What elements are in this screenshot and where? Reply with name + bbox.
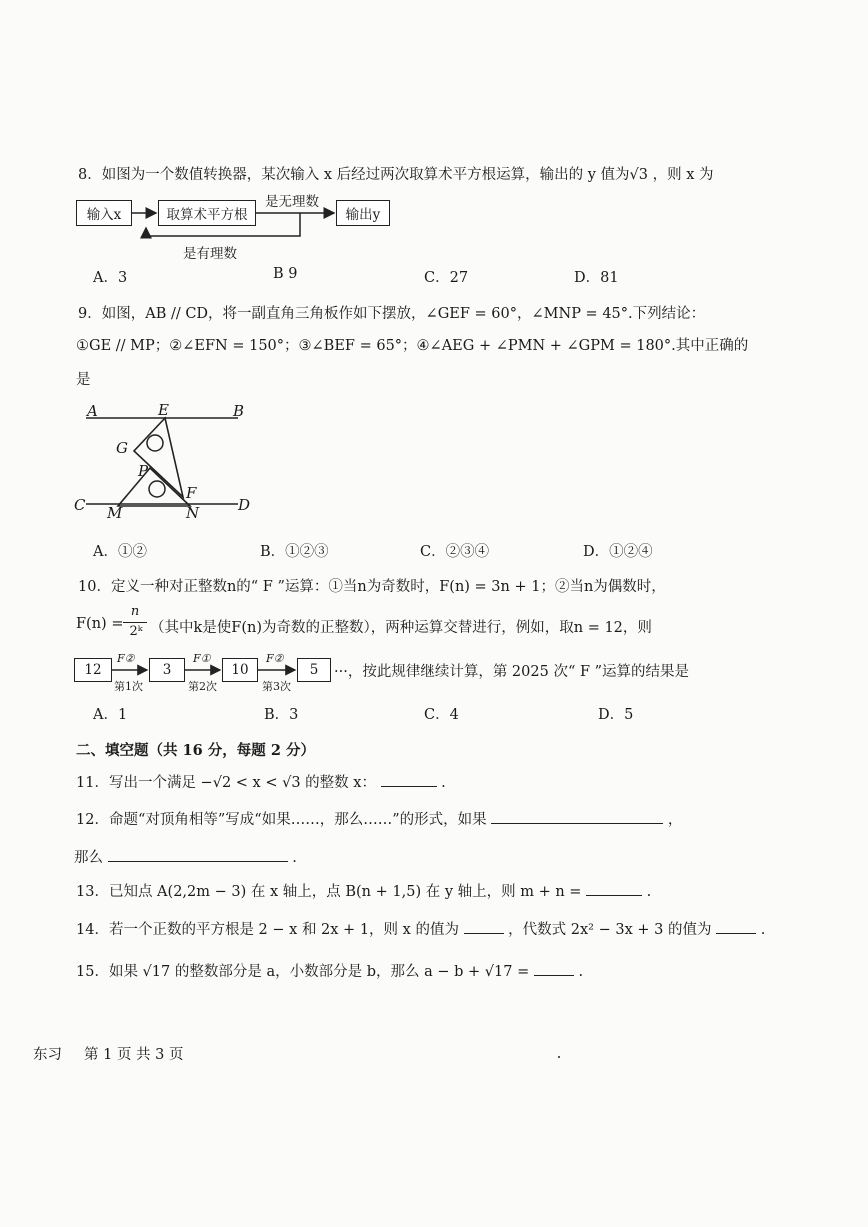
q12-then-blank[interactable]: [108, 847, 288, 862]
flow-process-box: 取算术平方根: [158, 200, 256, 226]
q8-option-a[interactable]: A．3: [93, 270, 128, 286]
q14: [76, 918, 765, 939]
label-m: M: [107, 504, 123, 522]
q10-frac-den: 2ᵏ: [129, 624, 143, 639]
section-2-heading: 二、填空题（共 16 分，每题 2 分）: [76, 742, 315, 759]
q11-answer-blank[interactable]: [381, 772, 437, 787]
q10-line2-rest: （其中k是使F(n)为奇数的正整数），两种运算交替进行，例如，取n = 12，则: [150, 620, 652, 636]
q15: [76, 960, 583, 981]
q12-text: 12．命题“对顶角相等”写成“如果……，那么……”的形式，如果: [76, 812, 487, 828]
q14-x-blank[interactable]: [464, 919, 504, 934]
q9-conditions: ①GE // MP；②∠EFN = 150°；③∠BEF = 65°；④∠AEG + ∠PMN + ∠GPM = 180°.其中正确的: [76, 338, 749, 354]
q8-option-c[interactable]: C．27: [424, 270, 469, 286]
q12-period: .: [292, 850, 297, 866]
label-d: D: [238, 496, 251, 514]
q10-frac-num: n: [130, 604, 140, 619]
label-p: P: [138, 462, 149, 480]
q8-option-b[interactable]: B 9: [273, 266, 298, 282]
chain-box-3: 10: [222, 658, 258, 682]
q13-text: 13．已知点 A(2,2m − 3) 在 x 轴上，点 B(n + 1,5) 在 y 轴上，则 m + n =: [76, 884, 582, 900]
label-e: E: [158, 401, 169, 419]
q8-option-d[interactable]: D．81: [574, 270, 619, 286]
speck: [558, 1056, 560, 1058]
q10-option-d[interactable]: D．5: [598, 707, 634, 723]
q10-option-a[interactable]: A．1: [93, 707, 128, 723]
q14-expr-blank[interactable]: [716, 919, 756, 934]
q9-tail: 是: [76, 372, 91, 388]
flow-yes-rational-label: 是有理数: [183, 246, 237, 262]
flow-output-box: 输出y: [336, 200, 390, 226]
chain-op-2: F①: [193, 652, 211, 665]
q13-answer-blank[interactable]: [586, 881, 642, 896]
q9-option-a[interactable]: A．①②: [93, 544, 147, 560]
q11-text: 11．写出一个满足 −√2 < x < √3 的整数 x：: [76, 775, 376, 791]
q10-option-b[interactable]: B．3: [264, 707, 299, 723]
chain-step-1: 第1次: [114, 680, 143, 693]
q8-stem: 8．如图为一个数值转换器，某次输入 x 后经过两次取算术平方根运算，输出的 y 值为√3 ，则 x 为: [78, 167, 714, 183]
q12-then-label: 那么: [74, 850, 103, 866]
q12-if-blank[interactable]: [491, 809, 663, 824]
footer-left: 东习: [33, 1047, 62, 1063]
label-f: F: [186, 484, 197, 502]
label-b: B: [233, 402, 245, 420]
q12-comma: ，: [667, 812, 683, 828]
q10-line1: 10．定义一种对正整数n的“ F ”运算：①当n为奇数时，F(n) = 3n + 1；②当n为偶数时，: [78, 579, 666, 595]
q14-mid-text: ，代数式 2x² − 3x + 3 的值为: [508, 922, 712, 938]
label-n: N: [186, 504, 200, 522]
footer-page-number: 第 1 页 共 3 页: [84, 1047, 184, 1063]
chain-box-4: 5: [297, 658, 331, 682]
label-a: A: [87, 402, 98, 420]
label-g: G: [116, 439, 128, 457]
q15-answer-blank[interactable]: [534, 961, 574, 976]
q12-line2: [74, 846, 297, 867]
q9-stem: 9．如图，AB // CD，将一副直角三角板作如下摆放，∠GEF = 60°，∠MNP = 45°.下列结论：: [78, 306, 706, 322]
chain-step-3: 第3次: [262, 680, 291, 693]
q12: [76, 808, 682, 829]
q10-option-c[interactable]: C．4: [424, 707, 459, 723]
q10-line3: ···，按此规律继续计算，第 2025 次“ F ”运算的结果是: [334, 664, 690, 680]
q14-text: 14．若一个正数的平方根是 2 − x 和 2x + 1，则 x 的值为: [76, 922, 459, 938]
q9-option-b[interactable]: B．①②③: [260, 544, 329, 560]
chain-op-1: F②: [117, 652, 135, 665]
chain-box-1: 12: [74, 658, 112, 682]
q13: [76, 880, 651, 901]
q9-option-c[interactable]: C．②③④: [420, 544, 490, 560]
q15-period: .: [578, 964, 584, 980]
chain-step-2: 第2次: [188, 680, 217, 693]
flow-yes-irrational-label: 是无理数: [265, 194, 319, 210]
q15-text: 15．如果 √17 的整数部分是 a，小数部分是 b，那么 a − b + √17 =: [76, 964, 530, 980]
q13-period: .: [646, 884, 652, 900]
flow-input-box: 输入x: [76, 200, 132, 226]
q10-fn-lhs: F(n) =: [76, 616, 124, 632]
chain-box-2: 3: [149, 658, 185, 682]
q11-period: .: [441, 775, 446, 791]
q14-period: .: [760, 922, 766, 938]
chain-op-3: F②: [266, 652, 284, 665]
q9-option-d[interactable]: D．①②④: [583, 544, 653, 560]
label-c: C: [74, 496, 86, 514]
q11: [76, 771, 446, 792]
